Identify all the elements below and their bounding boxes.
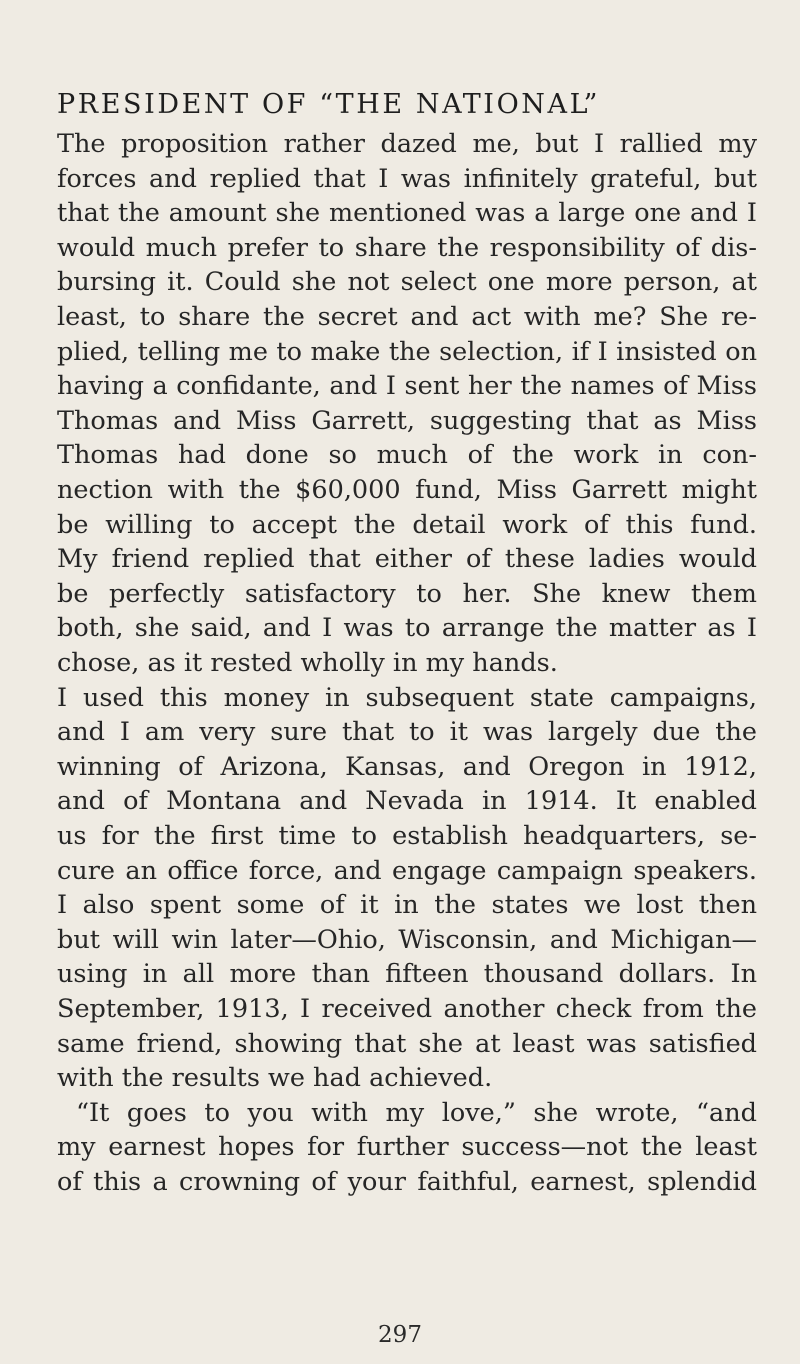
text-line: “It goes to you with my love,” she wrote, “and: [76, 1097, 757, 1128]
text-line: September, 1913, I received another check from the: [57, 994, 757, 1024]
text-line: Thomas and Miss Garrett, suggesting that as Miss: [57, 405, 757, 436]
text-line: least, to share the secret and act with me? She re-: [57, 302, 757, 332]
text-line: with the results we had achieved.: [57, 1063, 493, 1094]
running-head: PRESIDENT OF “THE NATIONAL”: [57, 89, 601, 120]
text-line: plied, telling me to make the selection, if I insisted on: [57, 336, 757, 367]
text-line: of this a crowning of your faithful, earnest, splendid: [57, 1167, 757, 1197]
text-line: that the amount she mentioned was a large one and I: [57, 198, 757, 229]
text-line: cure an office force, and engage campaign speakers.: [57, 855, 757, 886]
text-line: but will win later—Ohio, Wisconsin, and Michigan—: [57, 924, 757, 955]
text-line: using in all more than fifteen thousand dollars. In: [57, 959, 757, 990]
text-line: us for the first time to establish headquarters, se-: [57, 821, 757, 851]
text-line: The proposition rather dazed me, but I rallied my: [57, 129, 757, 159]
text-line: nection with the $60,000 fund, Miss Garrett might: [57, 475, 757, 505]
text-line: My friend replied that either of these ladies would: [57, 544, 757, 575]
text-line: forces and replied that I was infinitely grateful, but: [57, 163, 757, 194]
page-number: 297: [378, 1322, 422, 1348]
text-line: I used this money in subsequent state campaigns,: [57, 682, 757, 713]
text-line: having a confidante, and I sent her the names of Miss: [57, 371, 757, 402]
text-line: I also spent some of it in the states we lost then: [57, 890, 757, 921]
text-line: chose, as it rested wholly in my hands.: [57, 648, 558, 678]
text-line: same friend, showing that she at least was satisfied: [57, 1028, 757, 1059]
text-line: bursing it. Could she not select one more person, at: [57, 267, 757, 298]
text-line: be willing to accept the detail work of this fund.: [57, 509, 757, 540]
text-line: winning of Arizona, Kansas, and Oregon in 1912,: [57, 751, 757, 782]
text-line: would much prefer to share the responsibility of dis-: [57, 232, 757, 263]
text-line: be perfectly satisfactory to her. She knew them: [57, 578, 757, 609]
text-line: and of Montana and Nevada in 1914. It enabled: [57, 786, 757, 817]
text-line: both, she said, and I was to arrange the matter as I: [57, 613, 757, 644]
text-line: my earnest hopes for further success—not the least: [57, 1132, 757, 1163]
text-line: Thomas had done so much of the work in con-: [57, 440, 757, 471]
text-line: and I am very sure that to it was largely due the: [57, 717, 757, 748]
